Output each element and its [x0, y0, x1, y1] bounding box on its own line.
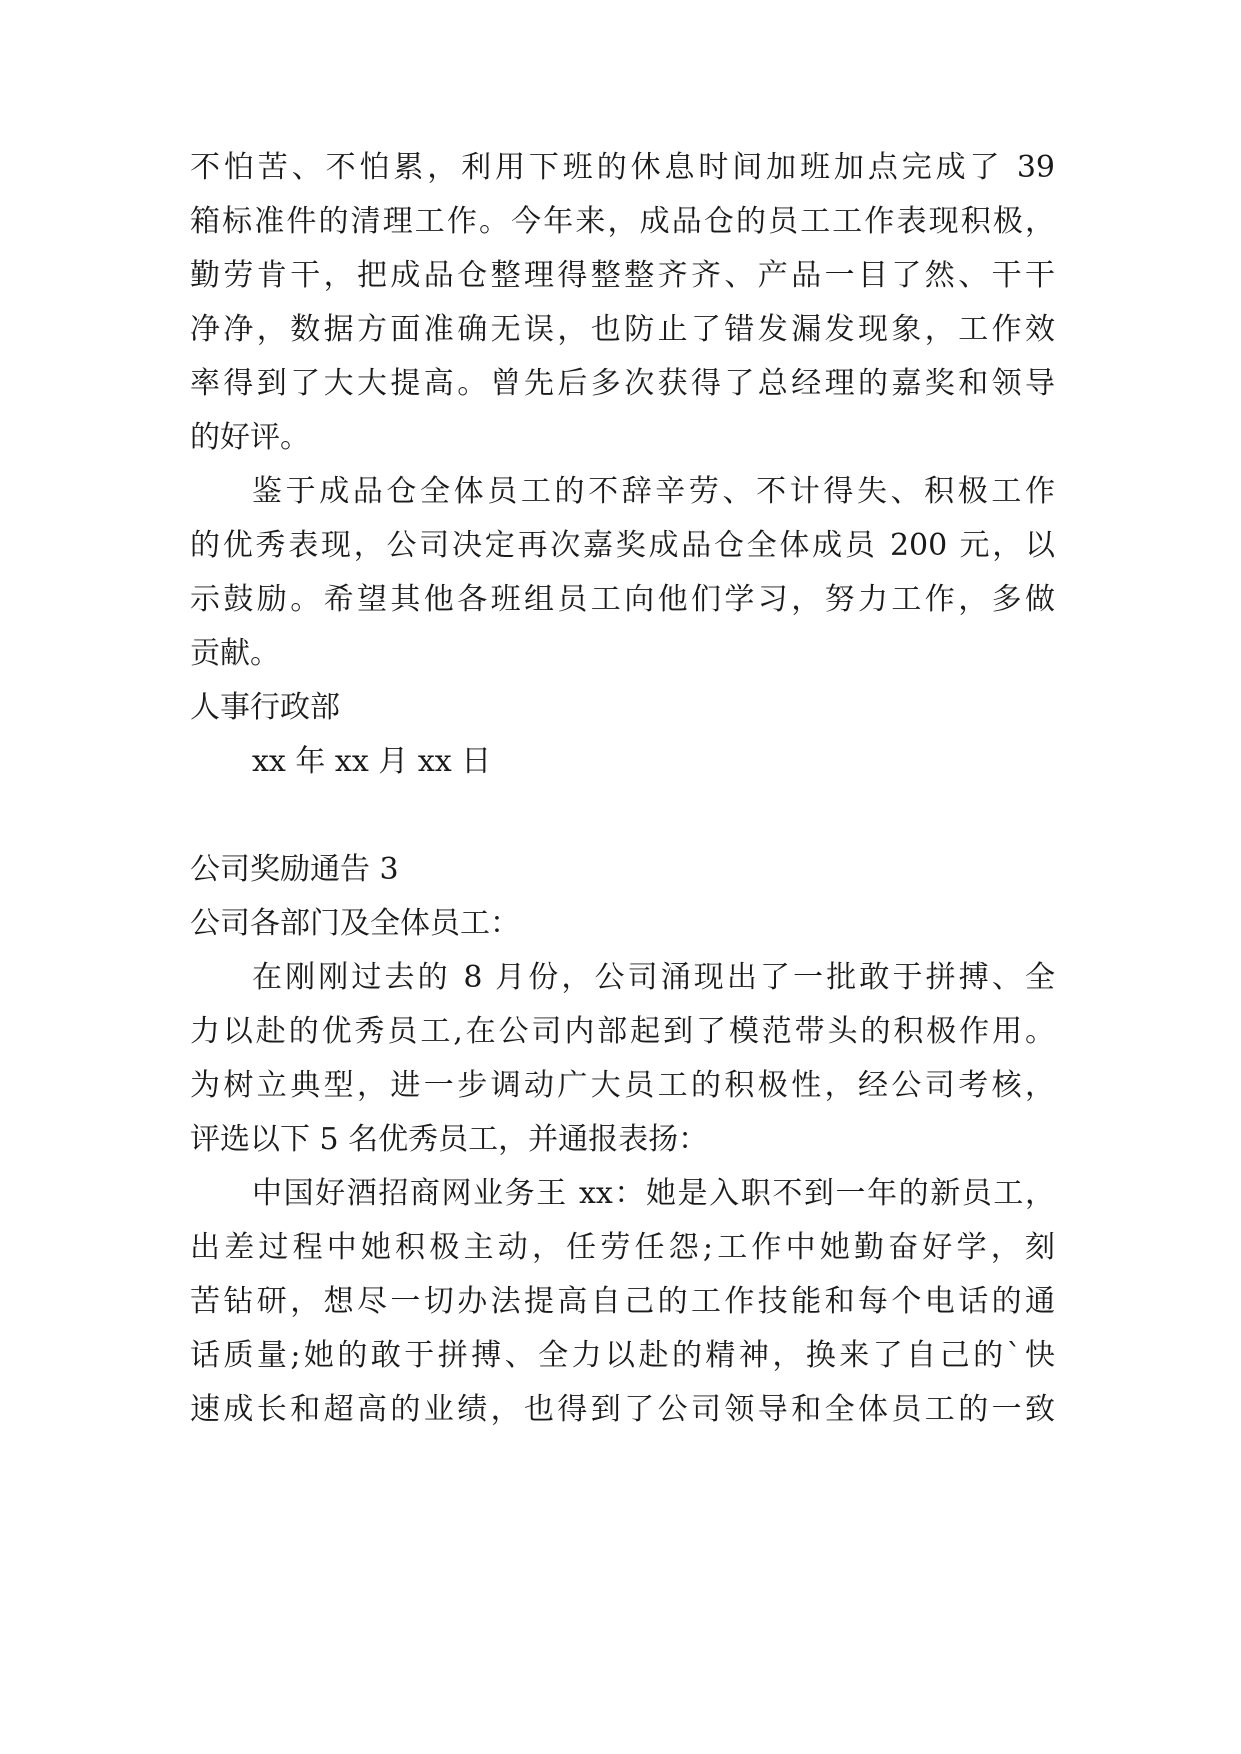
- paragraph-line: 不怕苦、不怕累，利用下班的休息时间加班加点完成了 39: [190, 150, 1055, 185]
- paragraph-line: 出差过程中她积极主动，任劳任怨;工作中她勤奋好学，刻: [190, 1230, 1055, 1265]
- paragraph-line: 净净，数据方面准确无误，也防止了错发漏发现象，工作效: [190, 312, 1055, 347]
- paragraph-line: 鉴于成品仓全体员工的不辞辛劳、不计得失、积极工作: [252, 474, 1055, 509]
- paragraph-line: 率得到了大大提高。曾先后多次获得了总经理的嘉奖和领导: [190, 366, 1055, 401]
- notice-title: 公司奖励通告 3: [190, 852, 399, 887]
- paragraph-line: 中国好酒招商网业务王 xx：她是入职不到一年的新员工，: [252, 1176, 1055, 1211]
- paragraph-line: 评选以下 5 名优秀员工，并通报表扬：: [190, 1122, 709, 1157]
- signature-department: 人事行政部: [190, 690, 340, 725]
- paragraph-line: 勤劳肯干，把成品仓整理得整整齐齐、产品一目了然、干干: [190, 258, 1055, 293]
- paragraph-line: 示鼓励。希望其他各班组员工向他们学习，努力工作，多做: [190, 582, 1055, 617]
- paragraph-line: 的优秀表现，公司决定再次嘉奖成品仓全体成员 200 元，以: [190, 528, 1055, 563]
- signature-date: xx 年 xx 月 xx 日: [252, 744, 492, 779]
- paragraph-line: 为树立典型，进一步调动广大员工的积极性，经公司考核，: [190, 1068, 1055, 1103]
- paragraph-line: 力以赴的优秀员工,在公司内部起到了模范带头的积极作用。: [190, 1014, 1055, 1049]
- paragraph-line: 速成长和超高的业绩，也得到了公司领导和全体员工的一致: [190, 1392, 1055, 1427]
- paragraph-line: 贡献。: [190, 636, 280, 671]
- paragraph-line: 话质量;她的敢于拼搏、全力以赴的精神，换来了自己的`快: [190, 1338, 1055, 1373]
- paragraph-line: 的好评。: [190, 420, 310, 455]
- paragraph-line: 在刚刚过去的 8 月份，公司涌现出了一批敢于拼搏、全: [252, 960, 1055, 995]
- paragraph-line: 箱标准件的清理工作。今年来，成品仓的员工工作表现积极，: [190, 204, 1055, 239]
- paragraph-line: 苦钻研，想尽一切办法提高自己的工作技能和每个电话的通: [190, 1284, 1055, 1319]
- notice-salutation: 公司各部门及全体员工：: [190, 906, 520, 941]
